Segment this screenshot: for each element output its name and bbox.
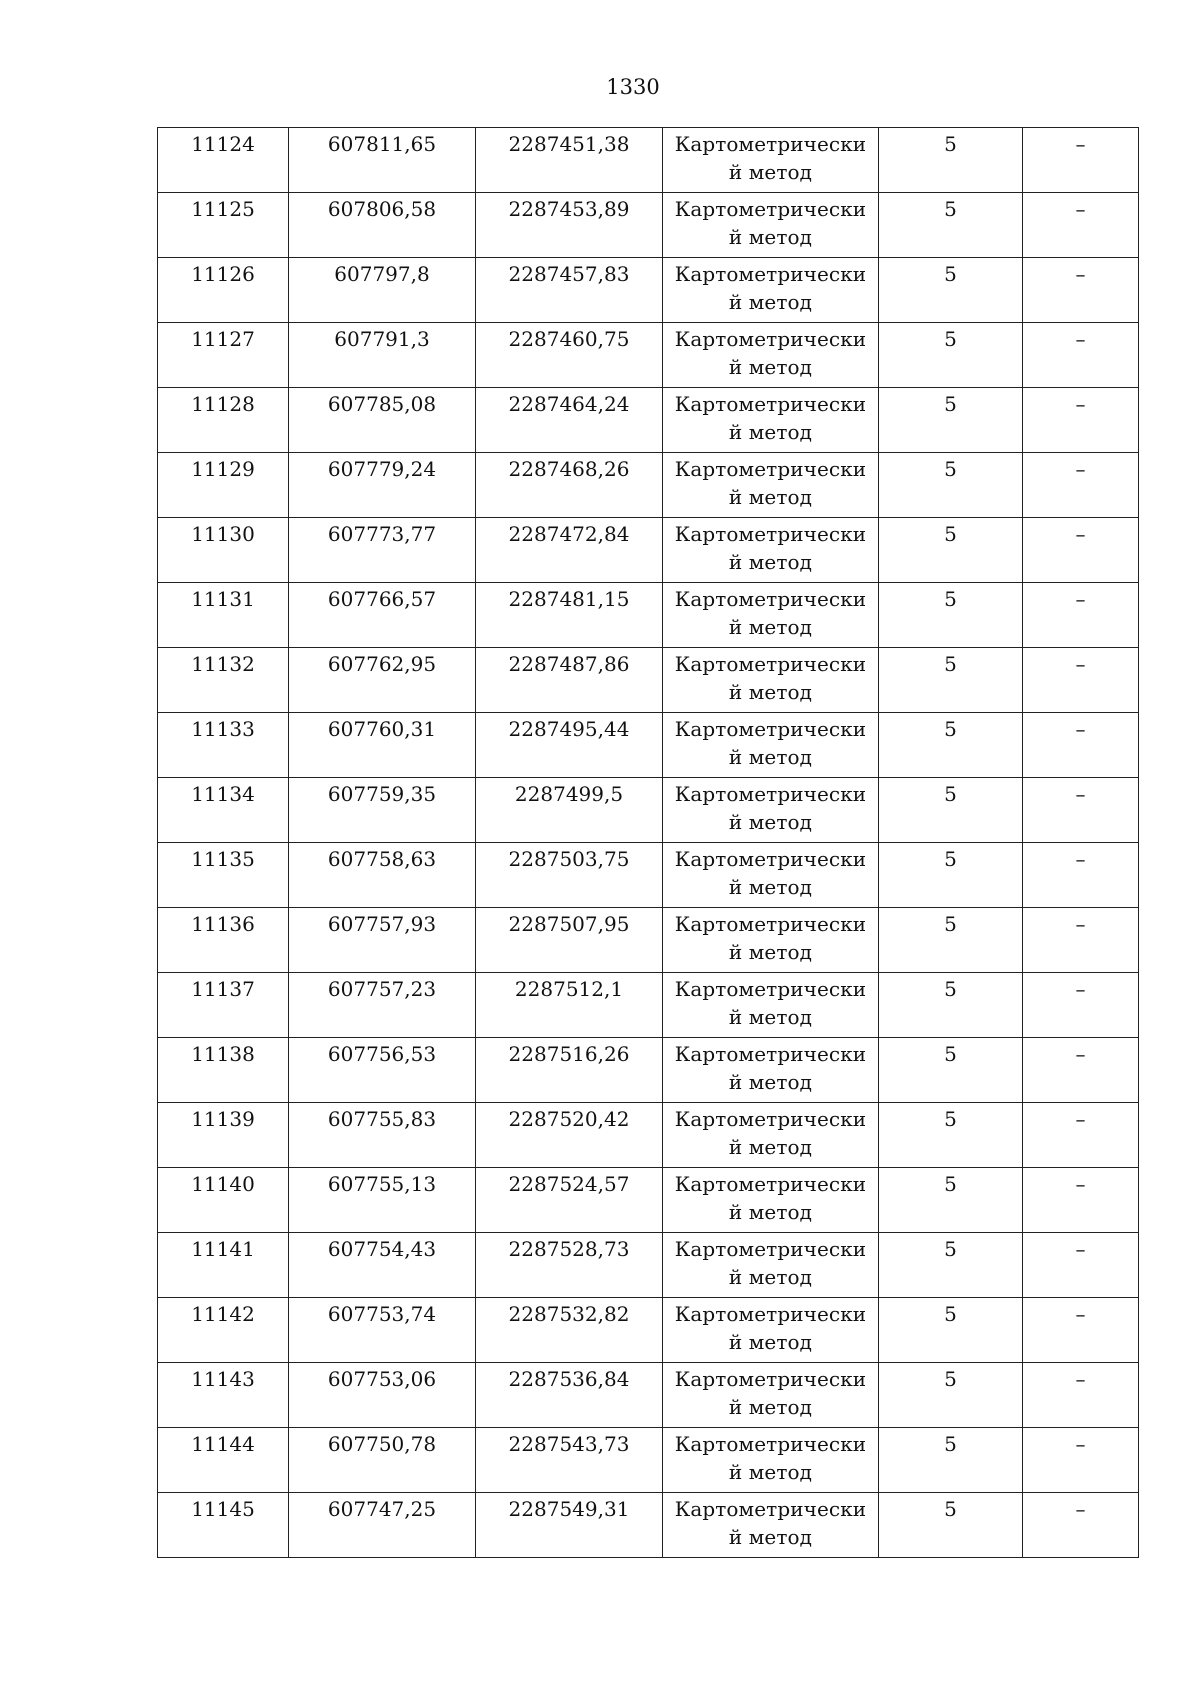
note-cell: – (1023, 518, 1139, 583)
y-coordinate-cell: 2287532,82 (476, 1298, 663, 1363)
y-coordinate-cell: 2287457,83 (476, 258, 663, 323)
method-cell (663, 323, 879, 388)
accuracy-cell: 5 (879, 778, 1023, 843)
point-number-cell: 11125 (158, 193, 289, 258)
method-text-line2: й метод (728, 485, 813, 509)
x-coordinate-cell: 607757,23 (289, 973, 476, 1038)
table-row (158, 388, 1139, 453)
table-row (158, 648, 1139, 713)
method-text-line1: Картометрически (674, 522, 867, 546)
table-row (158, 713, 1139, 778)
accuracy-cell: 5 (879, 1168, 1023, 1233)
note-cell: – (1023, 128, 1139, 193)
accuracy-cell: 5 (879, 1298, 1023, 1363)
note-cell: – (1023, 778, 1139, 843)
method-cell (663, 258, 879, 323)
note-cell: – (1023, 388, 1139, 453)
accuracy-cell: 5 (879, 128, 1023, 193)
note-cell: – (1023, 1038, 1139, 1103)
point-number-cell: 11136 (158, 908, 289, 973)
point-number-cell: 11130 (158, 518, 289, 583)
note-cell: – (1023, 258, 1139, 323)
method-text-line1: Картометрически (674, 327, 867, 351)
method-cell (663, 1103, 879, 1168)
x-coordinate-cell: 607747,25 (289, 1493, 476, 1558)
method-text-line2: й метод (728, 550, 813, 574)
method-text-line2: й метод (728, 1525, 813, 1549)
point-number-cell: 11145 (158, 1493, 289, 1558)
accuracy-cell: 5 (879, 388, 1023, 453)
method-text-line2: й метод (728, 1200, 813, 1224)
method-text-line1: Картометрически (674, 847, 867, 871)
method-cell (663, 193, 879, 258)
method-text-line1: Картометрически (674, 1497, 867, 1521)
table-row (158, 193, 1139, 258)
x-coordinate-cell: 607757,93 (289, 908, 476, 973)
method-cell (663, 843, 879, 908)
point-number-cell: 11124 (158, 128, 289, 193)
x-coordinate-cell: 607755,83 (289, 1103, 476, 1168)
table-row (158, 1428, 1139, 1493)
method-cell (663, 1493, 879, 1558)
table-row (158, 258, 1139, 323)
x-coordinate-cell: 607754,43 (289, 1233, 476, 1298)
point-number-cell: 11138 (158, 1038, 289, 1103)
point-number-cell: 11141 (158, 1233, 289, 1298)
method-text-line2: й метод (728, 615, 813, 639)
accuracy-cell: 5 (879, 1038, 1023, 1103)
method-cell (663, 583, 879, 648)
note-cell: – (1023, 1168, 1139, 1233)
note-cell: – (1023, 1493, 1139, 1558)
coordinates-table (157, 127, 1139, 1558)
note-cell: – (1023, 648, 1139, 713)
x-coordinate-cell: 607773,77 (289, 518, 476, 583)
note-cell: – (1023, 583, 1139, 648)
x-coordinate-cell: 607759,35 (289, 778, 476, 843)
accuracy-cell: 5 (879, 453, 1023, 518)
table-row (158, 1168, 1139, 1233)
method-cell (663, 1233, 879, 1298)
method-text-line2: й метод (728, 1265, 813, 1289)
table-row (158, 1493, 1139, 1558)
method-text-line1: Картометрически (674, 1302, 867, 1326)
table-row (158, 843, 1139, 908)
point-number-cell: 11143 (158, 1363, 289, 1428)
y-coordinate-cell: 2287495,44 (476, 713, 663, 778)
accuracy-cell: 5 (879, 908, 1023, 973)
method-text-line1: Картометрически (674, 977, 867, 1001)
method-text-line1: Картометрически (674, 1367, 867, 1391)
method-text-line1: Картометрически (674, 132, 867, 156)
method-cell (663, 388, 879, 453)
accuracy-cell: 5 (879, 193, 1023, 258)
accuracy-cell: 5 (879, 648, 1023, 713)
point-number-cell: 11133 (158, 713, 289, 778)
point-number-cell: 11132 (158, 648, 289, 713)
table-row (158, 323, 1139, 388)
table-row (158, 1103, 1139, 1168)
x-coordinate-cell: 607760,31 (289, 713, 476, 778)
method-text-line2: й метод (728, 225, 813, 249)
method-text-line2: й метод (728, 1070, 813, 1094)
method-text-line2: й метод (728, 875, 813, 899)
point-number-cell: 11126 (158, 258, 289, 323)
table-row (158, 453, 1139, 518)
table-row (158, 908, 1139, 973)
y-coordinate-cell: 2287499,5 (476, 778, 663, 843)
accuracy-cell: 5 (879, 518, 1023, 583)
table-row (158, 128, 1139, 193)
method-text-line1: Картометрически (674, 262, 867, 286)
point-number-cell: 11128 (158, 388, 289, 453)
point-number-cell: 11127 (158, 323, 289, 388)
point-number-cell: 11131 (158, 583, 289, 648)
y-coordinate-cell: 2287453,89 (476, 193, 663, 258)
note-cell: – (1023, 908, 1139, 973)
method-cell (663, 453, 879, 518)
page-number: 1330 (606, 75, 660, 99)
note-cell: – (1023, 973, 1139, 1038)
y-coordinate-cell: 2287451,38 (476, 128, 663, 193)
method-text-line2: й метод (728, 290, 813, 314)
point-number-cell: 11135 (158, 843, 289, 908)
table-row (158, 518, 1139, 583)
method-text-line2: й метод (728, 160, 813, 184)
x-coordinate-cell: 607766,57 (289, 583, 476, 648)
table-row (158, 973, 1139, 1038)
x-coordinate-cell: 607797,8 (289, 258, 476, 323)
method-text-line2: й метод (728, 745, 813, 769)
note-cell: – (1023, 323, 1139, 388)
x-coordinate-cell: 607785,08 (289, 388, 476, 453)
point-number-cell: 11144 (158, 1428, 289, 1493)
y-coordinate-cell: 2287481,15 (476, 583, 663, 648)
accuracy-cell: 5 (879, 583, 1023, 648)
method-text-line1: Картометрически (674, 912, 867, 936)
y-coordinate-cell: 2287528,73 (476, 1233, 663, 1298)
x-coordinate-cell: 607755,13 (289, 1168, 476, 1233)
method-text-line1: Картометрически (674, 457, 867, 481)
y-coordinate-cell: 2287487,86 (476, 648, 663, 713)
note-cell: – (1023, 453, 1139, 518)
table-row (158, 1363, 1139, 1428)
method-text-line1: Картометрически (674, 652, 867, 676)
y-coordinate-cell: 2287468,26 (476, 453, 663, 518)
x-coordinate-cell: 607779,24 (289, 453, 476, 518)
x-coordinate-cell: 607753,06 (289, 1363, 476, 1428)
y-coordinate-cell: 2287460,75 (476, 323, 663, 388)
method-text-line1: Картометрически (674, 587, 867, 611)
accuracy-cell: 5 (879, 843, 1023, 908)
table-row (158, 1298, 1139, 1363)
x-coordinate-cell: 607791,3 (289, 323, 476, 388)
accuracy-cell: 5 (879, 323, 1023, 388)
y-coordinate-cell: 2287512,1 (476, 973, 663, 1038)
note-cell: – (1023, 1233, 1139, 1298)
x-coordinate-cell: 607762,95 (289, 648, 476, 713)
method-text-line2: й метод (728, 420, 813, 444)
accuracy-cell: 5 (879, 713, 1023, 778)
method-text-line1: Картометрически (674, 717, 867, 741)
x-coordinate-cell: 607753,74 (289, 1298, 476, 1363)
note-cell: – (1023, 1428, 1139, 1493)
method-text-line2: й метод (728, 1395, 813, 1419)
method-text-line2: й метод (728, 810, 813, 834)
method-text-line1: Картометрически (674, 197, 867, 221)
method-cell (663, 1428, 879, 1493)
table-row (158, 1038, 1139, 1103)
method-text-line2: й метод (728, 1330, 813, 1354)
point-number-cell: 11142 (158, 1298, 289, 1363)
table-row (158, 1233, 1139, 1298)
method-cell (663, 518, 879, 583)
method-text-line1: Картометрически (674, 1237, 867, 1261)
x-coordinate-cell: 607806,58 (289, 193, 476, 258)
table-row (158, 583, 1139, 648)
method-text-line1: Картометрически (674, 782, 867, 806)
method-cell (663, 1363, 879, 1428)
method-text-line1: Картометрически (674, 1042, 867, 1066)
method-cell (663, 648, 879, 713)
accuracy-cell: 5 (879, 1363, 1023, 1428)
note-cell: – (1023, 1363, 1139, 1428)
y-coordinate-cell: 2287549,31 (476, 1493, 663, 1558)
note-cell: – (1023, 193, 1139, 258)
note-cell: – (1023, 1103, 1139, 1168)
method-cell (663, 908, 879, 973)
x-coordinate-cell: 607758,63 (289, 843, 476, 908)
method-text-line1: Картометрически (674, 1432, 867, 1456)
accuracy-cell: 5 (879, 1103, 1023, 1168)
method-text-line2: й метод (728, 1005, 813, 1029)
method-text-line2: й метод (728, 1460, 813, 1484)
accuracy-cell: 5 (879, 258, 1023, 323)
y-coordinate-cell: 2287520,42 (476, 1103, 663, 1168)
note-cell: – (1023, 843, 1139, 908)
point-number-cell: 11140 (158, 1168, 289, 1233)
method-cell (663, 713, 879, 778)
method-cell (663, 778, 879, 843)
y-coordinate-cell: 2287536,84 (476, 1363, 663, 1428)
method-cell (663, 1298, 879, 1363)
method-cell (663, 1038, 879, 1103)
method-text-line1: Картометрически (674, 1107, 867, 1131)
note-cell: – (1023, 1298, 1139, 1363)
x-coordinate-cell: 607811,65 (289, 128, 476, 193)
accuracy-cell: 5 (879, 1428, 1023, 1493)
method-text-line2: й метод (728, 940, 813, 964)
point-number-cell: 11134 (158, 778, 289, 843)
method-text-line1: Картометрически (674, 392, 867, 416)
accuracy-cell: 5 (879, 1493, 1023, 1558)
accuracy-cell: 5 (879, 1233, 1023, 1298)
y-coordinate-cell: 2287507,95 (476, 908, 663, 973)
method-text-line1: Картометрически (674, 1172, 867, 1196)
point-number-cell: 11139 (158, 1103, 289, 1168)
point-number-cell: 11137 (158, 973, 289, 1038)
y-coordinate-cell: 2287464,24 (476, 388, 663, 453)
accuracy-cell: 5 (879, 973, 1023, 1038)
y-coordinate-cell: 2287503,75 (476, 843, 663, 908)
method-text-line2: й метод (728, 680, 813, 704)
y-coordinate-cell: 2287524,57 (476, 1168, 663, 1233)
y-coordinate-cell: 2287472,84 (476, 518, 663, 583)
x-coordinate-cell: 607756,53 (289, 1038, 476, 1103)
method-text-line2: й метод (728, 355, 813, 379)
table-row (158, 778, 1139, 843)
coordinates-table-body (158, 128, 1139, 1558)
method-cell (663, 1168, 879, 1233)
method-cell (663, 973, 879, 1038)
note-cell: – (1023, 713, 1139, 778)
y-coordinate-cell: 2287543,73 (476, 1428, 663, 1493)
method-text-line2: й метод (728, 1135, 813, 1159)
method-cell (663, 128, 879, 193)
point-number-cell: 11129 (158, 453, 289, 518)
y-coordinate-cell: 2287516,26 (476, 1038, 663, 1103)
x-coordinate-cell: 607750,78 (289, 1428, 476, 1493)
